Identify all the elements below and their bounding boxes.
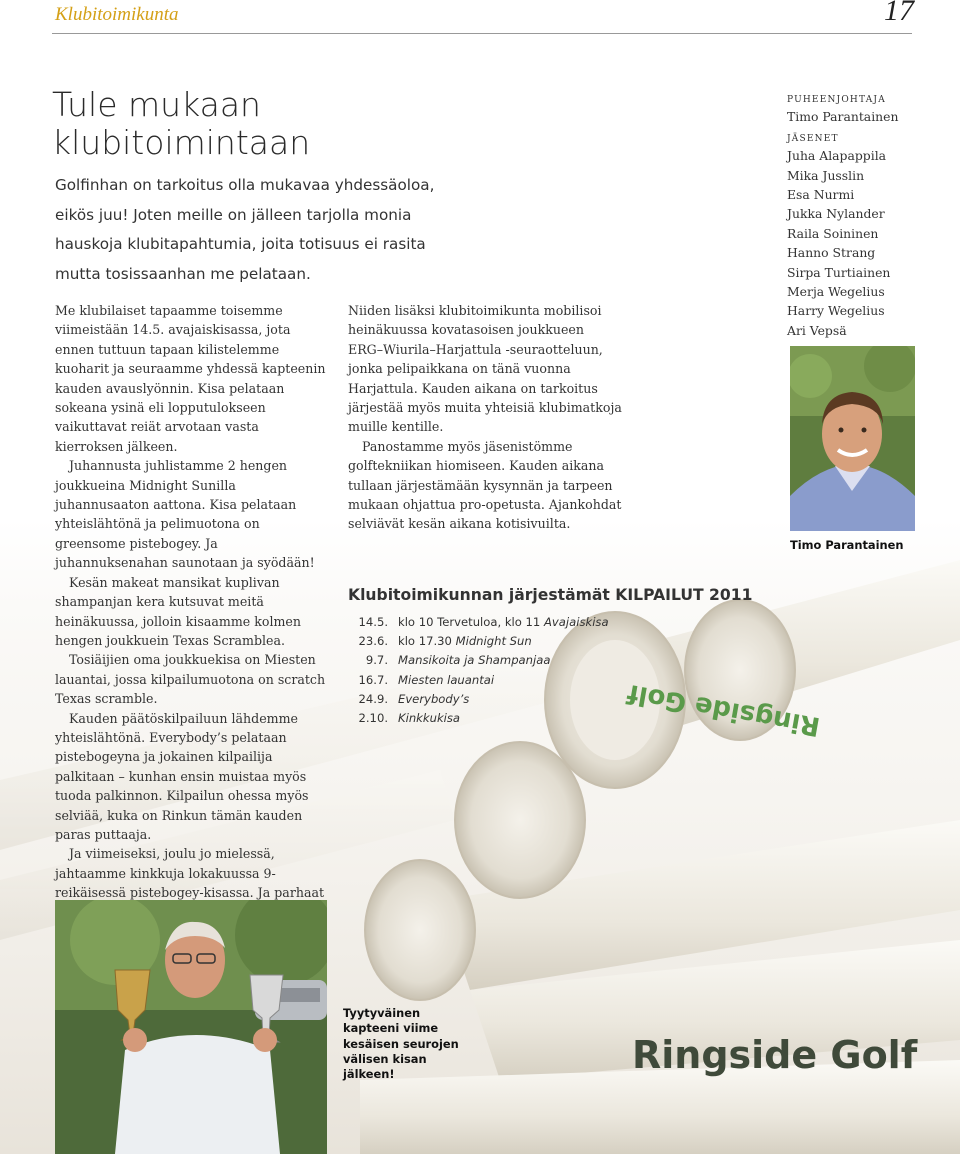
member-name: Raila Soininen: [787, 225, 879, 241]
body-paragraph: Me klubilaiset tapaamme toisemme viimeistään 14.5. avajaiskisassa, jota ennen tuttuun tapaan kilistelemme kuoharit ja seuraamme yhdessä kapteenin kauden avauslyönnin. Kisa pelataan sokeana ysinä eli lopputulokseen vaikuttavat reiät arvotaan vasta kierroksen jälkeen.: [55, 303, 326, 454]
member-name: Sirpa Turtiainen: [787, 264, 891, 280]
portrait-caption: Timo Parantainen: [790, 538, 904, 552]
tee-imprint-lower: Ringside Golf: [632, 1033, 918, 1077]
competition-item: [348, 690, 648, 709]
competition-name: Kinkkukisa: [398, 711, 461, 726]
competition-date: 16.7.: [358, 672, 388, 687]
lead-paragraph: Golfinhan on tarkoitus olla mukavaa yhdessäoloa, eikös juu! Joten meille on jälleen tarjolla monia hauskoja klubitapahtumia, joita totisuus ei rasita mutta tosissaanhan me pelataan.: [55, 176, 435, 283]
body-paragraph: Juhannusta juhlistamme 2 hengen joukkueina Midnight Sunilla juhannusaaton aattona. Kisa pelataan yhteislähtönä ja pelimuotona on greensome pistebogey. Ja juhannuksenahan saunotaan ja syödään!: [55, 458, 315, 571]
member-name: Mika Jusslin: [787, 167, 865, 183]
competition-time: klo 10 Tervetuloa, klo 11: [398, 615, 544, 629]
member-name: Harry Wegelius: [787, 303, 885, 319]
body-column-left: [55, 301, 330, 922]
competition-item: [348, 613, 648, 632]
competition-item: [348, 671, 648, 690]
competition-name: Midnight Sun: [455, 634, 532, 649]
portrait-photo: [790, 346, 915, 531]
member-name: Merja Wegelius: [787, 284, 885, 300]
competition-date: 9.7.: [365, 653, 388, 668]
competition-item: [348, 651, 648, 670]
committee-roster: [787, 88, 937, 340]
body-paragraph: Panostamme myös jäsenistömme golftekniikan hiomiseen. Kauden aikana tullaan järjestämään kysynnän ja tarpeen mukaan ohjattua pro-opetusta. Ajankohdat selviävät kesän aikana kotisivuilta.: [348, 438, 622, 532]
tee-imprint-upper: Ringside Golf: [624, 677, 823, 742]
header-divider: [52, 33, 912, 34]
competition-item: [348, 709, 648, 728]
members-label: jäsenet: [787, 128, 839, 144]
body-paragraph: Niiden lisäksi klubitoimikunta mobilisoi heinäkuussa kovatasoisen joukkueen ERG–Wiurila–Harjattula -seuraotteluun, jonka pelipaikkana on tänä vuonna Harjattula. Kauden aikana on tarkoitus järjestää myös muita yhteisiä klubimatkoja muille kentille.: [348, 303, 622, 435]
headline-line-1: Tule mukaan: [52, 85, 261, 124]
competition-time: klo 17.30: [398, 634, 456, 649]
competition-name: Avajaiskisa: [544, 615, 609, 629]
chair-label: puheenjohtaja: [787, 90, 886, 105]
body-paragraph: Tosiäijien oma joukkuekisa on Miesten lauantai, jossa kilpailumuotona on scratch Texas scramble.: [55, 652, 326, 707]
headline-line-2: klubitoimintaan: [52, 123, 311, 162]
body-column-middle: [348, 301, 623, 534]
competition-item: [348, 632, 648, 651]
member-name: Jukka Nylander: [787, 206, 885, 222]
article-headline: [52, 86, 382, 162]
competition-date: 14.5.: [358, 615, 388, 629]
competitions-title: Klubitoimikunnan järjestämät KILPAILUT 2011: [348, 586, 753, 604]
member-name: Juha Alapappila: [787, 148, 887, 164]
trophy-photo-caption: Tyytyväinen kapteeni viime kesäisen seurojen välisen kisan jälkeen!: [343, 1006, 459, 1082]
captain-trophy-photo: [55, 900, 327, 1154]
member-name: Ari Vepsä: [787, 322, 847, 338]
chair-name: Timo Parantainen: [787, 109, 899, 125]
competition-name: Mansikoita ja Shampanjaa: [398, 653, 551, 668]
member-name: Hanno Strang: [787, 245, 876, 261]
page-header: [0, 0, 960, 40]
competitions-list: [348, 613, 648, 728]
body-paragraph: Kauden päätöskilpailuun lähdemme yhteislähtönä. Everybody’s pelataan pistebogeyna ja jokainen kilpailija palkitaan – kunhan ensin muistaa myös tuoda palkinnon. Kilpailun ohessa myös selviää, kuka on Rinkun tämän kauden paras puttaaja.: [55, 710, 309, 842]
competition-name: Miesten lauantai: [398, 672, 495, 687]
competition-date: 2.10.: [358, 711, 388, 726]
page-number: 17: [884, 0, 914, 27]
body-paragraph: Ja viimeiseksi, joulu jo mielessä, jahtaamme kinkkuja lokakuussa 9-reikäisessä pistebogey-kisassa. Ja parhaat: [55, 846, 325, 901]
body-paragraph: Kesän makeat mansikat kuplivan shampanjan kera kutsuvat meitä heinäkuussa, jolloin kisaamme kolmen hengen joukkuein Texas Scramblea.: [55, 574, 301, 648]
section-name: Klubitoimikunta: [55, 4, 179, 25]
competition-name: Everybody’s: [398, 691, 470, 706]
member-name: Esa Nurmi: [787, 187, 855, 203]
competition-date: 23.6.: [358, 634, 388, 649]
competition-date: 24.9.: [358, 691, 388, 706]
